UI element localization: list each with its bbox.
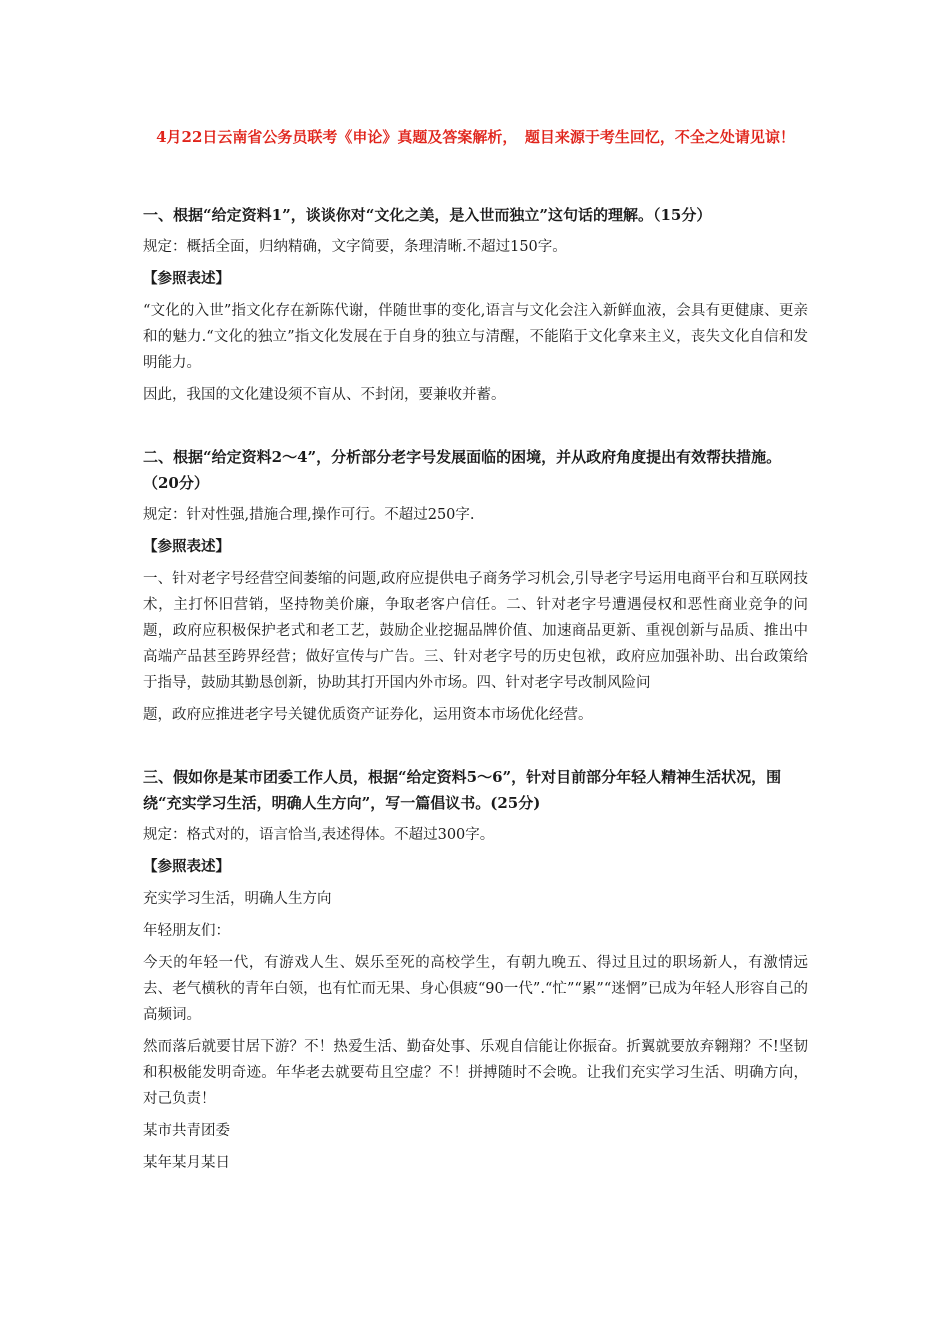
proposal-date: 某年某月某日 [143,1155,230,1171]
answer-label: 【参照表述】 [143,858,230,875]
proposal-salutation: 年轻朋友们： [143,923,230,939]
question-text: 三、假如你是某市团委工作人员，根据“给定资料5～6”，针对目前部分年轻人精神生活状况，围绕“充实学习生活，明确人生方向”，写一篇倡议书。(25分) [143,768,782,812]
document-title: 4月22日云南省公务员联考《申论》真题及答案解析， 题目来源于考生回忆，不全之处请见谅！ [156,128,795,146]
proposal-title: 充实学习生活，明确人生方向 [143,891,332,907]
requirement-text: 规定：格式对的，语言恰当,表述得体。不超过300字。 [143,827,495,843]
question-text: 一、根据“给定资料1”，谈谈你对“文化之美，是入世而独立”这句话的理解。（15分） [143,206,712,224]
question-section-1 [143,202,808,408]
proposal-signature: 某市共青团委 [143,1123,230,1139]
answer-paragraph: 今天的年轻一代，有游戏人生、娱乐至死的高校学生，有朝九晚五、得过且过的职场新人，有激情远去、老气横秋的青年白领，也有忙而无果、身心俱疲“90一代”.“忙”“累”“迷惘”已成为年轻人形容自己的高频词。 [143,955,808,1023]
answer-paragraph: 题，政府应推进老字号关键优质资产证券化，运用资本市场优化经营。 [143,707,593,723]
answer-paragraph: 因此，我国的文化建设须不盲从、不封闭，要兼收并蓄。 [143,387,506,403]
requirement-text: 规定：概括全面，归纳精确，文字简要，条理清晰.不超过150字。 [143,239,567,255]
question-section-2 [143,444,808,728]
document-page [143,124,808,1176]
question-section-3 [143,764,808,1176]
requirement-text: 规定：针对性强,措施合理,操作可行。不超过250字. [143,507,475,523]
answer-paragraph: “文化的入世”指文化存在新陈代谢，伴随世事的变化,语言与文化会注入新鲜血液，会具有更健康、更亲和的魅力.“文化的独立”指文化发展在于自身的独立与清醒，不能陷于文化拿来主义，丧失文化自信和发明能力。 [143,303,808,371]
question-text: 二、根据“给定资料2～4”，分析部分老字号发展面临的困境，并从政府角度提出有效帮扶措施。（20分） [143,448,782,492]
answer-label: 【参照表述】 [143,538,230,555]
answer-label: 【参照表述】 [143,270,230,287]
answer-paragraph: 一、针对老字号经营空间萎缩的问题,政府应提供电子商务学习机会,引导老字号运用电商平台和互联网技术，主打怀旧营销，坚持物美价廉，争取老客户信任。二、针对老字号遭遇侵权和恶性商业竞争的问题，政府应积极保护老式和老工艺，鼓励企业挖掘品牌价值、加速商品更新、重视创新与品质、推出中高端产品甚至跨界经营；做好宣传与广告。三、针对老字号的历史包袱，政府应加强补助、出台政策给于指导，鼓励其勤恳创新，协助其打开国内外市场。四、针对老字号改制风险问 [143,571,808,691]
answer-paragraph: 然而落后就要甘居下游？不！热爱生活、勤奋处事、乐观自信能让你振奋。折翼就要放弃翱翔？不!坚韧和积极能发明奇迹。年华老去就要苟且空虚？不！拼搏随时不会晚。让我们充实学习生活、明确方向，对己负责！ [143,1039,808,1107]
